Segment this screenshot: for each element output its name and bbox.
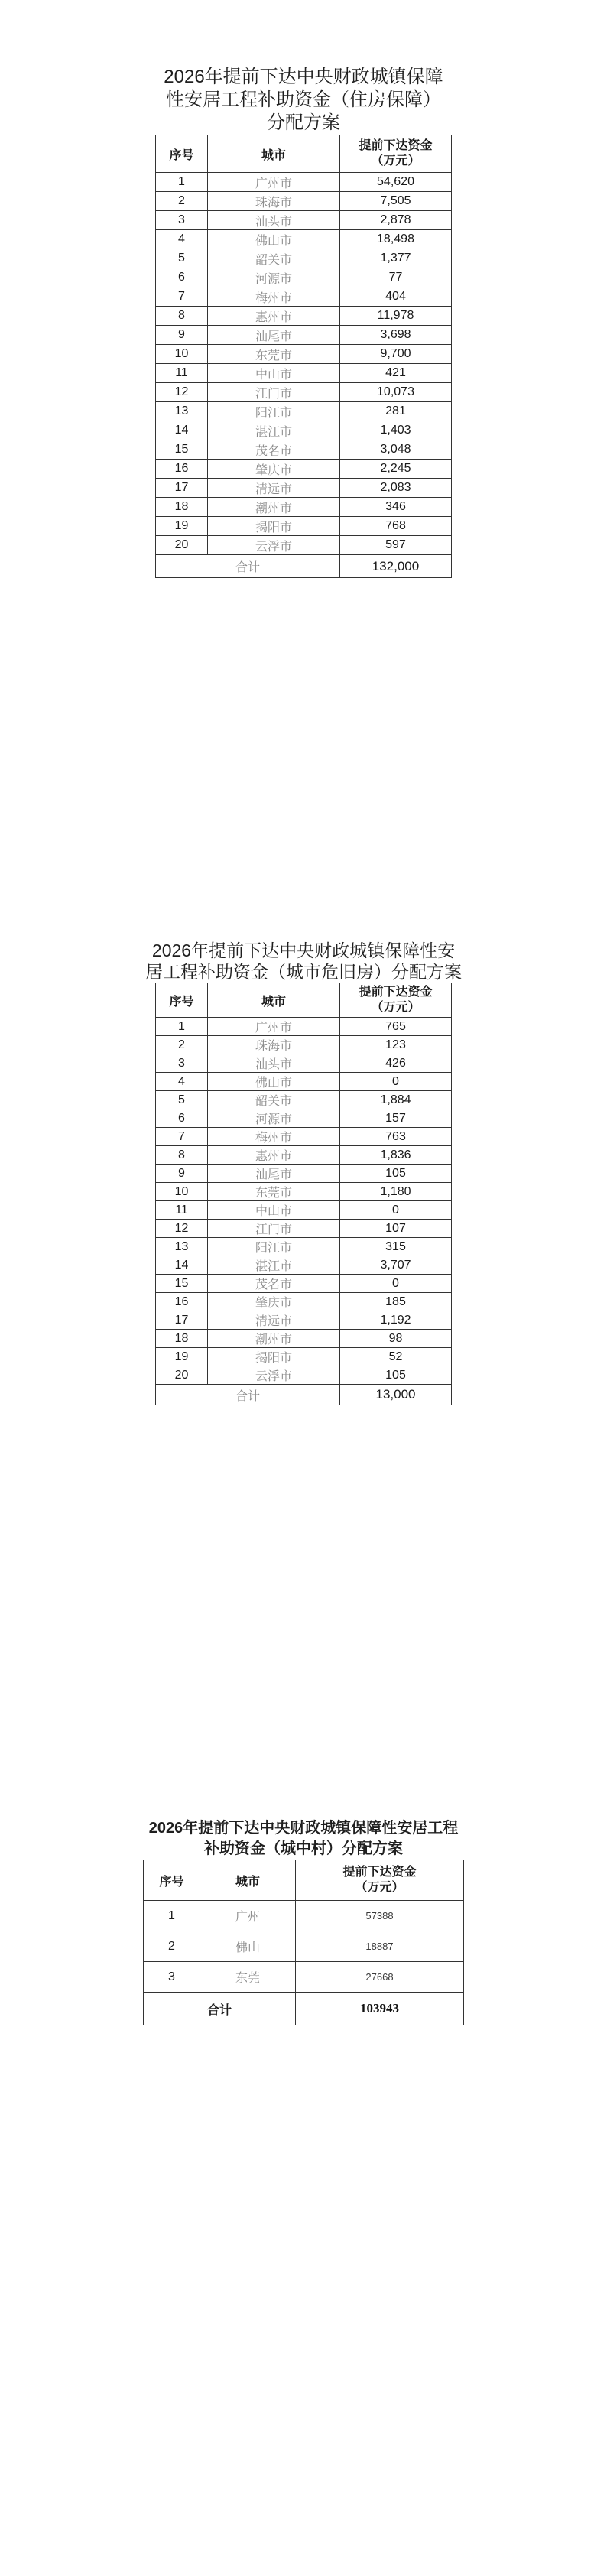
amount-cell: 105 (340, 1366, 452, 1385)
city-cell: 肇庆市 (208, 460, 340, 479)
seq-cell: 11 (156, 1201, 208, 1220)
seq-cell: 14 (156, 421, 208, 440)
amount-cell: 3,048 (340, 440, 452, 460)
table-row (156, 1146, 452, 1165)
city-column-header: 城市 (200, 1860, 296, 1901)
table-row (144, 1931, 464, 1962)
amount-cell: 157 (340, 1109, 452, 1128)
city-cell: 广州市 (208, 1018, 340, 1036)
table-row (156, 498, 452, 517)
total-row (144, 1993, 464, 2025)
amount-cell: 2,245 (340, 460, 452, 479)
seq-column-header: 序号 (156, 983, 208, 1018)
amount-cell: 18,498 (340, 230, 452, 249)
seq-cell: 10 (156, 345, 208, 364)
table-row (156, 1275, 452, 1293)
amount-cell: 0 (340, 1275, 452, 1293)
table-row (156, 1054, 452, 1073)
allocation-table-urban-village (143, 1860, 464, 2025)
city-cell: 江门市 (208, 1220, 340, 1238)
city-cell: 清远市 (208, 479, 340, 498)
city-cell: 东莞市 (208, 345, 340, 364)
seq-cell: 17 (156, 479, 208, 498)
city-cell: 佛山市 (208, 230, 340, 249)
seq-cell: 5 (156, 249, 208, 268)
amount-column-header (296, 1860, 464, 1901)
total-amount: 132,000 (340, 555, 452, 578)
title-line: 分配方案 (267, 112, 340, 133)
allocation-table-housing-security (155, 135, 452, 578)
amount-cell: 1,192 (340, 1311, 452, 1330)
city-cell: 揭阳市 (208, 1348, 340, 1366)
table-row (156, 517, 452, 536)
city-cell: 江门市 (208, 383, 340, 402)
seq-cell: 2 (156, 1036, 208, 1054)
seq-cell: 15 (156, 1275, 208, 1293)
city-cell: 云浮市 (208, 536, 340, 555)
total-label: 合计 (144, 1993, 296, 2025)
seq-cell: 20 (156, 1366, 208, 1385)
seq-cell: 19 (156, 517, 208, 536)
section-housing-security (0, 66, 607, 578)
amount-header-line: 提前下达资金 (359, 139, 433, 152)
amount-cell: 1,180 (340, 1183, 452, 1201)
table-row (156, 364, 452, 383)
allocation-table-dilapidated-housing (155, 983, 452, 1405)
city-cell: 茂名市 (208, 1275, 340, 1293)
table-row (156, 536, 452, 555)
seq-cell: 2 (144, 1931, 200, 1962)
seq-cell: 19 (156, 1348, 208, 1366)
amount-cell: 763 (340, 1128, 452, 1146)
seq-cell: 13 (156, 402, 208, 421)
table-row (156, 1073, 452, 1091)
city-cell: 梅州市 (208, 1128, 340, 1146)
city-cell: 清远市 (208, 1311, 340, 1330)
table-row (156, 1238, 452, 1256)
city-cell: 云浮市 (208, 1366, 340, 1385)
seq-cell: 8 (156, 1146, 208, 1165)
seq-cell: 14 (156, 1256, 208, 1275)
seq-cell: 1 (156, 1018, 208, 1036)
amount-cell: 765 (340, 1018, 452, 1036)
table-row (156, 1018, 452, 1036)
table-row (156, 1220, 452, 1238)
table-row (156, 383, 452, 402)
seq-cell: 6 (156, 1109, 208, 1128)
amount-cell: 3,707 (340, 1256, 452, 1275)
amount-header-line: 提前下达资金 (359, 986, 433, 999)
seq-cell: 5 (156, 1091, 208, 1109)
city-cell: 广州市 (208, 173, 340, 192)
city-cell: 河源市 (208, 268, 340, 287)
seq-cell: 10 (156, 1183, 208, 1201)
amount-cell: 281 (340, 402, 452, 421)
amount-cell: 421 (340, 364, 452, 383)
seq-cell: 3 (144, 1962, 200, 1993)
seq-cell: 6 (156, 268, 208, 287)
amount-cell: 123 (340, 1036, 452, 1054)
amount-cell: 11,978 (340, 307, 452, 326)
seq-cell: 2 (156, 192, 208, 211)
city-cell: 潮州市 (208, 498, 340, 517)
seq-cell: 9 (156, 1165, 208, 1183)
city-cell: 河源市 (208, 1109, 340, 1128)
amount-cell: 9,700 (340, 345, 452, 364)
amount-cell: 1,403 (340, 421, 452, 440)
table-row (156, 1201, 452, 1220)
seq-cell: 12 (156, 1220, 208, 1238)
seq-cell: 16 (156, 1293, 208, 1311)
section-urban-village (0, 1818, 607, 2025)
amount-cell: 7,505 (340, 192, 452, 211)
city-cell: 阳江市 (208, 1238, 340, 1256)
table-row (156, 287, 452, 307)
city-cell: 阳江市 (208, 402, 340, 421)
amount-header-line: （万元） (355, 1881, 404, 1894)
table-row (156, 307, 452, 326)
table-row (156, 268, 452, 287)
table-row (156, 440, 452, 460)
city-cell: 广州 (200, 1901, 296, 1931)
city-cell: 梅州市 (208, 287, 340, 307)
seq-cell: 3 (156, 211, 208, 230)
amount-cell: 1,377 (340, 249, 452, 268)
city-cell: 惠州市 (208, 307, 340, 326)
city-cell: 汕头市 (208, 211, 340, 230)
city-cell: 佛山市 (208, 1073, 340, 1091)
city-cell: 珠海市 (208, 192, 340, 211)
table-row (156, 1091, 452, 1109)
city-cell: 珠海市 (208, 1036, 340, 1054)
amount-cell: 185 (340, 1293, 452, 1311)
amount-cell: 1,884 (340, 1091, 452, 1109)
amount-cell: 315 (340, 1238, 452, 1256)
amount-cell: 10,073 (340, 383, 452, 402)
seq-cell: 3 (156, 1054, 208, 1073)
seq-cell: 1 (144, 1901, 200, 1931)
title-line: 居工程补助资金（城市危旧房）分配方案 (145, 962, 462, 982)
city-cell: 茂名市 (208, 440, 340, 460)
seq-cell: 11 (156, 364, 208, 383)
amount-cell: 404 (340, 287, 452, 307)
seq-cell: 7 (156, 1128, 208, 1146)
seq-cell: 18 (156, 1330, 208, 1348)
amount-cell: 27668 (296, 1962, 464, 1993)
amount-cell: 426 (340, 1054, 452, 1073)
table-row (156, 1256, 452, 1275)
table-row (144, 1962, 464, 1993)
amount-cell: 2,083 (340, 479, 452, 498)
amount-cell: 3,698 (340, 326, 452, 345)
city-cell: 揭阳市 (208, 517, 340, 536)
table-row (156, 1109, 452, 1128)
seq-cell: 18 (156, 498, 208, 517)
seq-cell: 16 (156, 460, 208, 479)
amount-cell: 346 (340, 498, 452, 517)
amount-column-header (340, 983, 452, 1018)
amount-cell: 107 (340, 1220, 452, 1238)
total-label: 合计 (156, 1385, 340, 1405)
seq-cell: 9 (156, 326, 208, 345)
city-cell: 惠州市 (208, 1146, 340, 1165)
seq-cell: 17 (156, 1311, 208, 1330)
table-header-row (156, 135, 452, 173)
amount-header-line: （万元） (371, 1001, 420, 1014)
table-header-row (156, 983, 452, 1018)
amount-cell: 1,836 (340, 1146, 452, 1165)
amount-cell: 597 (340, 536, 452, 555)
amount-column-header (340, 135, 452, 173)
city-cell: 汕尾市 (208, 1165, 340, 1183)
title-line: 性安居工程补助资金（住房保障） (166, 89, 441, 110)
table-header-row (144, 1860, 464, 1901)
table-row (156, 402, 452, 421)
city-cell: 汕头市 (208, 1054, 340, 1073)
seq-cell: 8 (156, 307, 208, 326)
total-label: 合计 (156, 555, 340, 578)
table-row (156, 1348, 452, 1366)
title-line: 2026年提前下达中央财政城镇保障性安居工程 (148, 1820, 459, 1837)
seq-cell: 15 (156, 440, 208, 460)
city-cell: 肇庆市 (208, 1293, 340, 1311)
table-row (156, 192, 452, 211)
amount-cell: 0 (340, 1201, 452, 1220)
table-row (156, 479, 452, 498)
table-row (156, 1311, 452, 1330)
city-cell: 佛山 (200, 1931, 296, 1962)
amount-cell: 52 (340, 1348, 452, 1366)
section-title (0, 66, 607, 135)
table-row (156, 460, 452, 479)
seq-column-header: 序号 (156, 135, 208, 173)
table-row (156, 1366, 452, 1385)
total-amount: 103943 (296, 1993, 464, 2025)
table-row (156, 173, 452, 192)
amount-cell: 57388 (296, 1901, 464, 1931)
city-column-header: 城市 (208, 983, 340, 1018)
seq-cell: 12 (156, 383, 208, 402)
table-row (144, 1901, 464, 1931)
table-row (156, 1293, 452, 1311)
table-row (156, 1128, 452, 1146)
section-urban-dilapidated-housing (0, 940, 607, 1405)
amount-cell: 98 (340, 1330, 452, 1348)
city-cell: 潮州市 (208, 1330, 340, 1348)
table-row (156, 421, 452, 440)
amount-cell: 54,620 (340, 173, 452, 192)
seq-cell: 4 (156, 230, 208, 249)
city-cell: 中山市 (208, 364, 340, 383)
total-row (156, 1385, 452, 1405)
city-cell: 东莞 (200, 1962, 296, 1993)
total-row (156, 555, 452, 578)
city-cell: 湛江市 (208, 1256, 340, 1275)
seq-cell: 7 (156, 287, 208, 307)
city-cell: 中山市 (208, 1201, 340, 1220)
city-cell: 汕尾市 (208, 326, 340, 345)
seq-cell: 4 (156, 1073, 208, 1091)
city-cell: 韶关市 (208, 1091, 340, 1109)
table-row (156, 1183, 452, 1201)
seq-column-header: 序号 (144, 1860, 200, 1901)
city-cell: 湛江市 (208, 421, 340, 440)
city-cell: 东莞市 (208, 1183, 340, 1201)
table-row (156, 1165, 452, 1183)
amount-cell: 768 (340, 517, 452, 536)
table-row (156, 345, 452, 364)
amount-header-line: 提前下达资金 (342, 1866, 417, 1879)
total-amount: 13,000 (340, 1385, 452, 1405)
table-row (156, 1330, 452, 1348)
seq-cell: 1 (156, 173, 208, 192)
table-row (156, 1036, 452, 1054)
amount-cell: 77 (340, 268, 452, 287)
seq-cell: 13 (156, 1238, 208, 1256)
amount-header-line: （万元） (371, 154, 420, 167)
table-row (156, 249, 452, 268)
amount-cell: 2,878 (340, 211, 452, 230)
section-title (0, 940, 607, 983)
table-row (156, 230, 452, 249)
section-title (0, 1818, 607, 1860)
table-row (156, 211, 452, 230)
city-cell: 韶关市 (208, 249, 340, 268)
title-line: 2026年提前下达中央财政城镇保障性安 (151, 940, 456, 960)
amount-cell: 105 (340, 1165, 452, 1183)
title-line: 补助资金（城中村）分配方案 (204, 1840, 403, 1857)
amount-cell: 18887 (296, 1931, 464, 1962)
table-row (156, 326, 452, 345)
amount-cell: 0 (340, 1073, 452, 1091)
title-line: 2026年提前下达中央财政城镇保障 (164, 67, 443, 87)
city-column-header: 城市 (208, 135, 340, 173)
seq-cell: 20 (156, 536, 208, 555)
